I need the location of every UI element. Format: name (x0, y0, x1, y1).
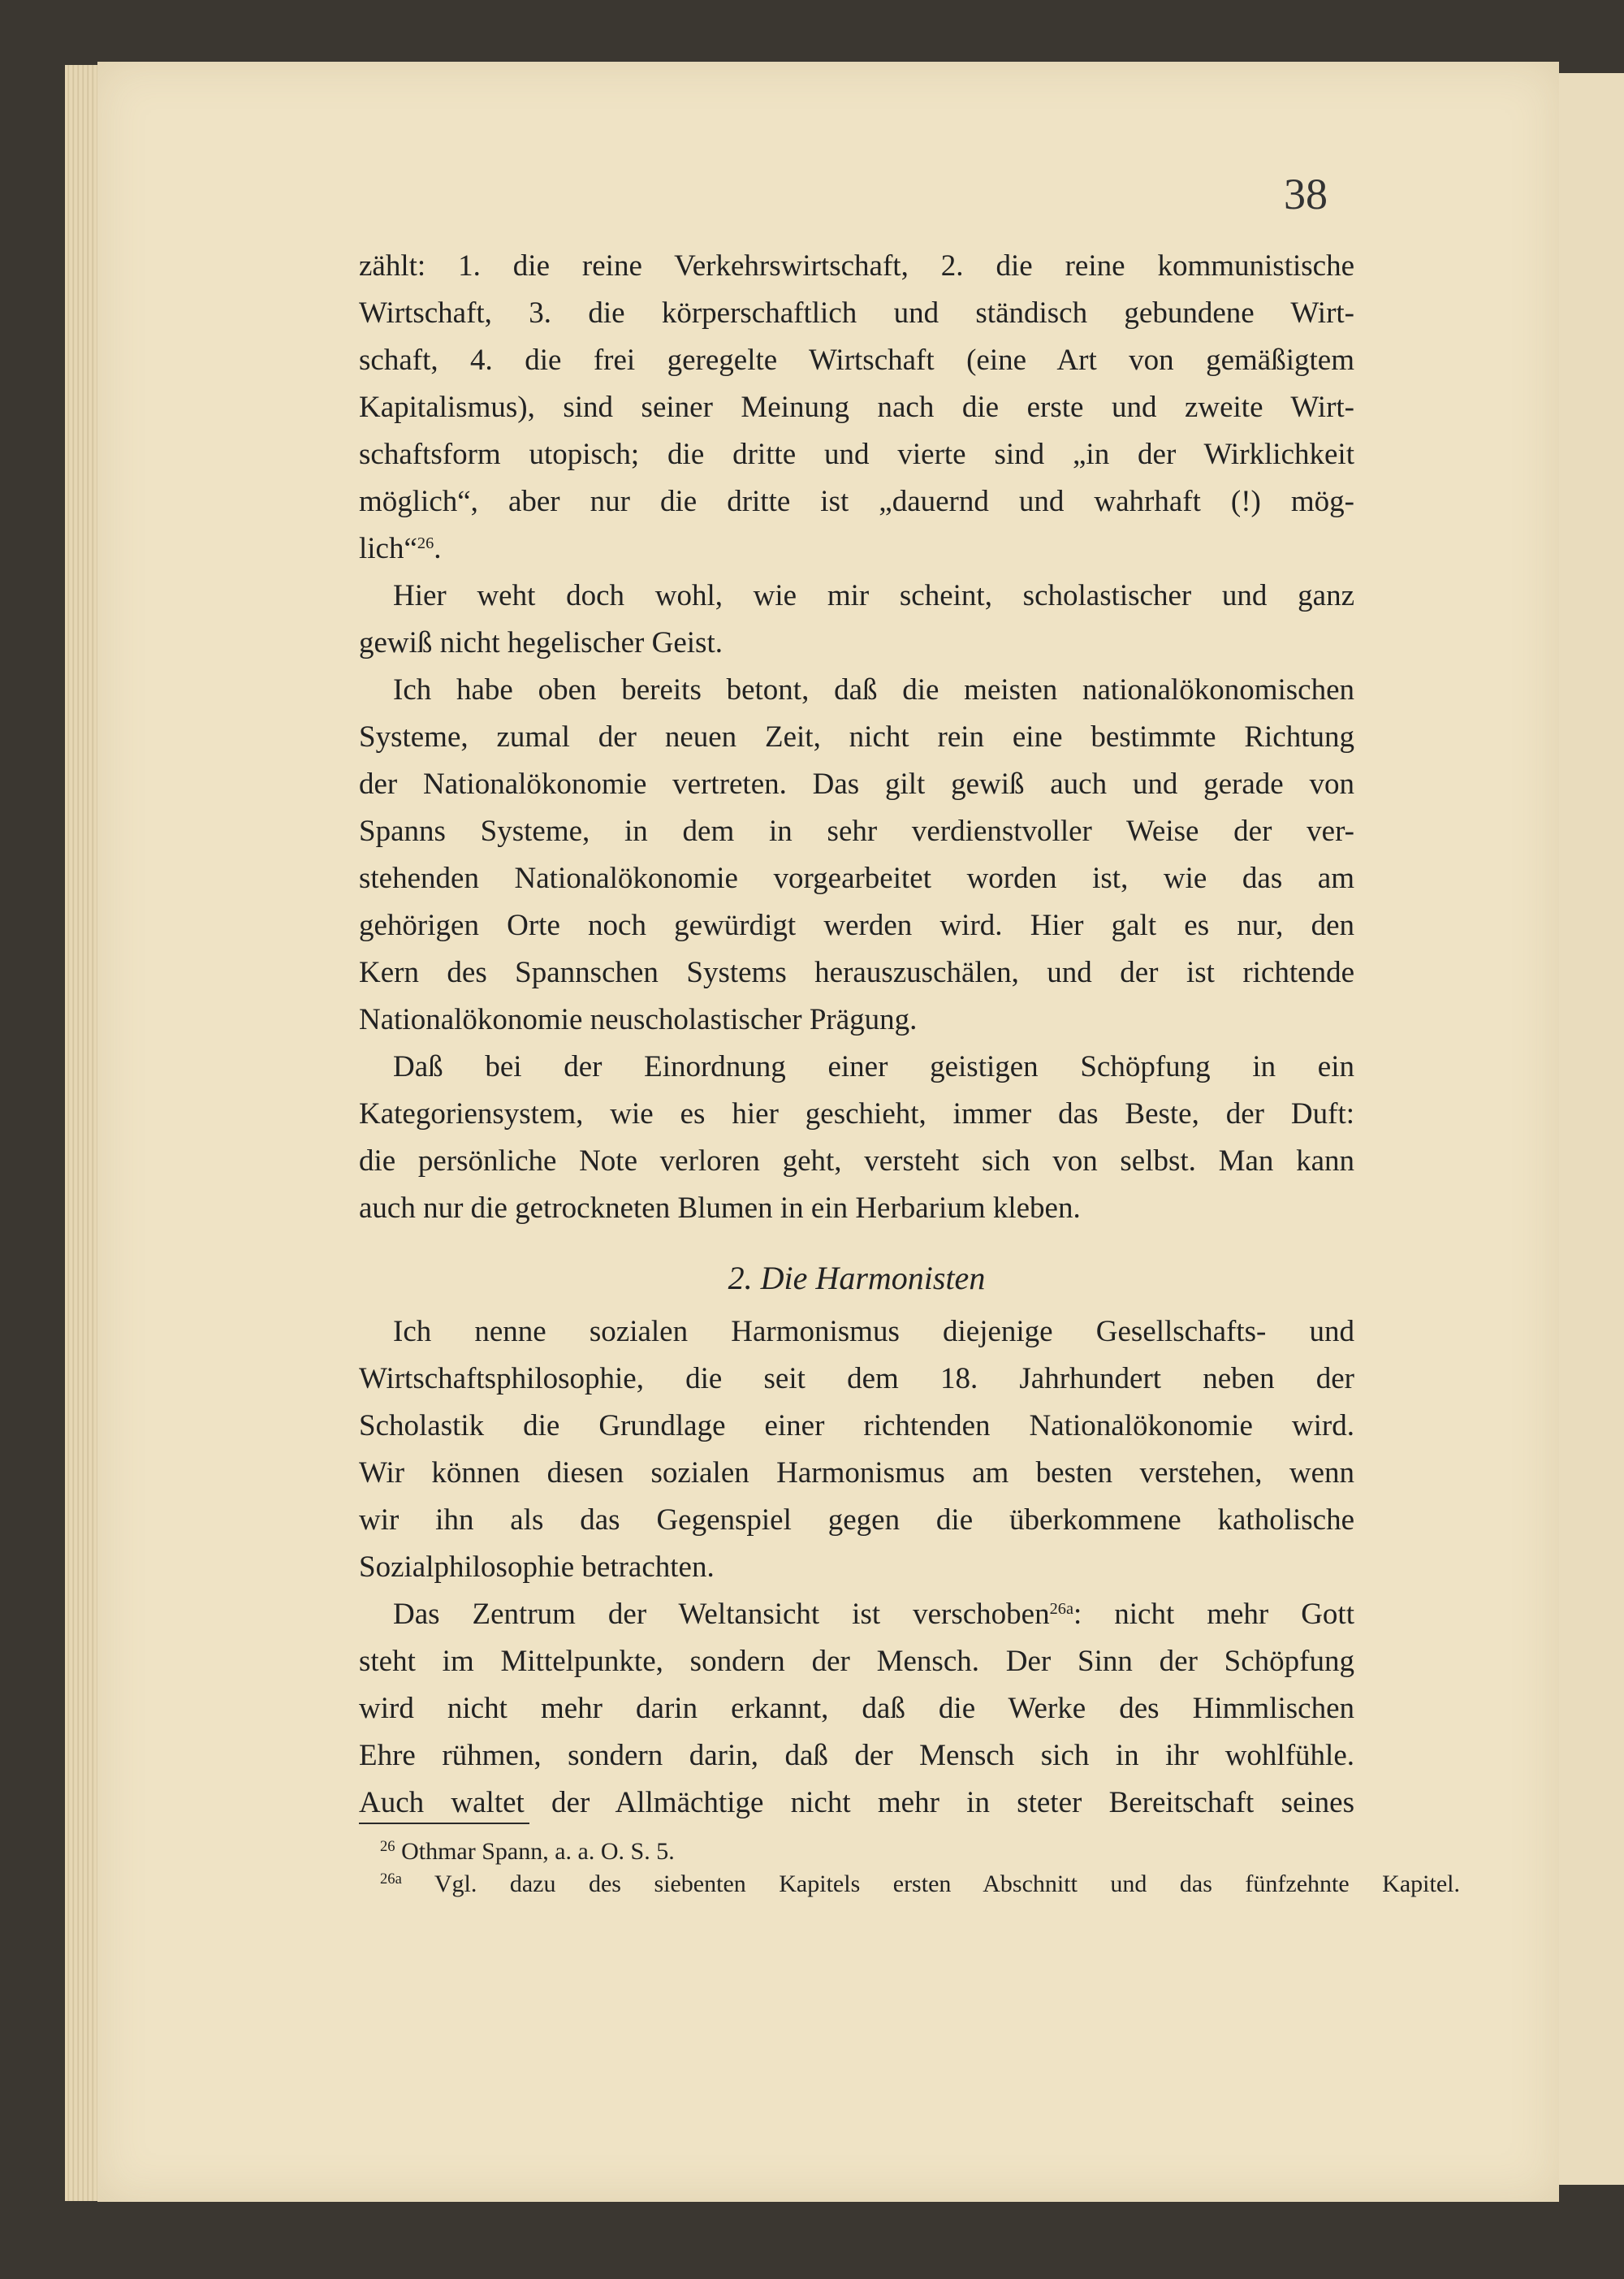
line-text: möglich“, aber nur die dritte ist „dauernd und wahrhaft (!) mög- (359, 485, 1354, 518)
text-line (359, 338, 1354, 383)
line-text: lich“ (359, 532, 417, 565)
text-line (393, 668, 1354, 713)
text-line (359, 1639, 1354, 1684)
line-text: Hier weht doch wohl, wie mir scheint, scholastischer und ganz (393, 579, 1354, 612)
text-line (359, 432, 1354, 478)
text-line (393, 1044, 1354, 1090)
text-line (359, 1186, 1354, 1231)
text-line (359, 762, 1354, 807)
text-line (359, 385, 1354, 430)
text-line (393, 1592, 1354, 1637)
text-line (359, 715, 1354, 760)
line-text: Nationalökonomie neuscholastischer Prägung. (359, 1003, 918, 1036)
line-text: Ich habe oben bereits betont, daß die meisten nationalökonomischen (393, 673, 1354, 707)
text-line (359, 1545, 1354, 1590)
line-text: Auch waltet der Allmächtige nicht mehr in steter Bereitschaft seines (359, 1786, 1354, 1819)
text-line (359, 1451, 1354, 1496)
text-line (359, 244, 1354, 289)
line-text: Ehre rühmen, sondern darin, daß der Mensch sich in ihr wohlfühle. (359, 1739, 1354, 1772)
text-line (359, 1733, 1354, 1779)
text-line (393, 573, 1354, 619)
text-line (359, 621, 1354, 666)
line-text: gewiß nicht hegelischer Geist. (359, 626, 723, 659)
line-text: stehenden Nationalökonomie vorgearbeitet worden ist, wie das am (359, 862, 1354, 895)
footnote-marker: 26 (380, 1837, 395, 1855)
line-text: Spanns Systeme, in dem in sehr verdienstvoller Weise der ver- (359, 815, 1354, 848)
line-text: Kapitalismus), sind seiner Meinung nach die erste und zweite Wirt- (359, 391, 1354, 424)
line-text: Systeme, zumal der neuen Zeit, nicht rein eine bestimmte Richtung (359, 720, 1354, 754)
line-text: : nicht mehr Gott (1073, 1598, 1354, 1631)
text-line (359, 1686, 1354, 1732)
footnote-reference: 26 (417, 534, 434, 552)
text-line (359, 291, 1354, 336)
text-line (359, 997, 1354, 1043)
line-text: Sozialphilosophie betrachten. (359, 1550, 715, 1584)
footnote-separator (359, 1823, 529, 1824)
text-line (359, 1092, 1354, 1137)
page-number: 38 (1284, 170, 1328, 218)
line-text: Kern des Spannschen Systems herauszuschälen, und der ist richtende (359, 956, 1354, 989)
line-text: Wirtschaftsphilosophie, die seit dem 18. Jahrhundert neben der (359, 1362, 1354, 1395)
text-line (359, 1403, 1354, 1449)
line-text: der Nationalökonomie vertreten. Das gilt gewiß auch und gerade von (359, 768, 1354, 801)
text-line (359, 1139, 1354, 1184)
text-line (393, 1309, 1354, 1355)
line-text: gehörigen Orte noch gewürdigt werden wird. Hier galt es nur, den (359, 909, 1354, 942)
line-text: wir ihn als das Gegenspiel gegen die überkommene katholische (359, 1503, 1354, 1537)
text-line (359, 479, 1354, 525)
text-line (359, 950, 1354, 996)
text-line (359, 903, 1354, 949)
line-text: Scholastik die Grundlage einer richtenden Nationalökonomie wird. (359, 1409, 1354, 1442)
line-text: auch nur die getrockneten Blumen in ein Herbarium kleben. (359, 1191, 1081, 1225)
text-line (359, 1780, 1354, 1826)
line-text: Kategoriensystem, wie es hier geschieht, immer das Beste, der Duft: (359, 1097, 1354, 1131)
text-line (359, 856, 1354, 902)
text-line (359, 1498, 1354, 1543)
footnote-text: Vgl. dazu des siebenten Kapitels ersten Abschnitt und das fünfzehnte Kapitel. (401, 1870, 1460, 1897)
footnote-marker: 26a (380, 1870, 402, 1888)
footnote-reference: 26a (1049, 1599, 1073, 1618)
text-line (359, 1356, 1354, 1402)
line-text: steht im Mittelpunkte, sondern der Mensch. Der Sinn der Schöpfung (359, 1645, 1354, 1678)
text-line (359, 809, 1354, 854)
footnote-text: Othmar Spann, a. a. O. S. 5. (395, 1838, 675, 1865)
line-text: zählt: 1. die reine Verkehrswirtschaft, 2. die reine kommunistische (359, 249, 1354, 283)
line-text: wird nicht mehr darin erkannt, daß die Werke des Himmlischen (359, 1692, 1354, 1725)
line-text: . (434, 532, 442, 565)
line-text: Wir können diesen sozialen Harmonismus am besten verstehen, wenn (359, 1456, 1354, 1490)
line-text: Daß bei der Einordnung einer geistigen Schöpfung in ein (393, 1050, 1354, 1083)
line-text: Wirtschaft, 3. die körperschaftlich und ständisch gebundene Wirt- (359, 296, 1354, 330)
footnote (380, 1868, 1460, 1901)
line-text: die persönliche Note verloren geht, versteht sich von selbst. Man kann (359, 1144, 1354, 1178)
footnote (380, 1836, 675, 1868)
facing-page-edge (1557, 73, 1624, 2185)
line-text: schaftsform utopisch; die dritte und vierte sind „in der Wirklichkeit (359, 438, 1354, 471)
line-text: schaft, 4. die frei geregelte Wirtschaft (eine Art von gemäßigtem (359, 344, 1354, 377)
text-line (359, 526, 1354, 572)
line-text: Das Zentrum der Weltansicht ist verschoben (393, 1598, 1050, 1631)
line-text: Ich nenne sozialen Harmonismus diejenige Gesellschafts- und (393, 1315, 1354, 1348)
section-heading: 2. Die Harmonisten (728, 1260, 986, 1296)
